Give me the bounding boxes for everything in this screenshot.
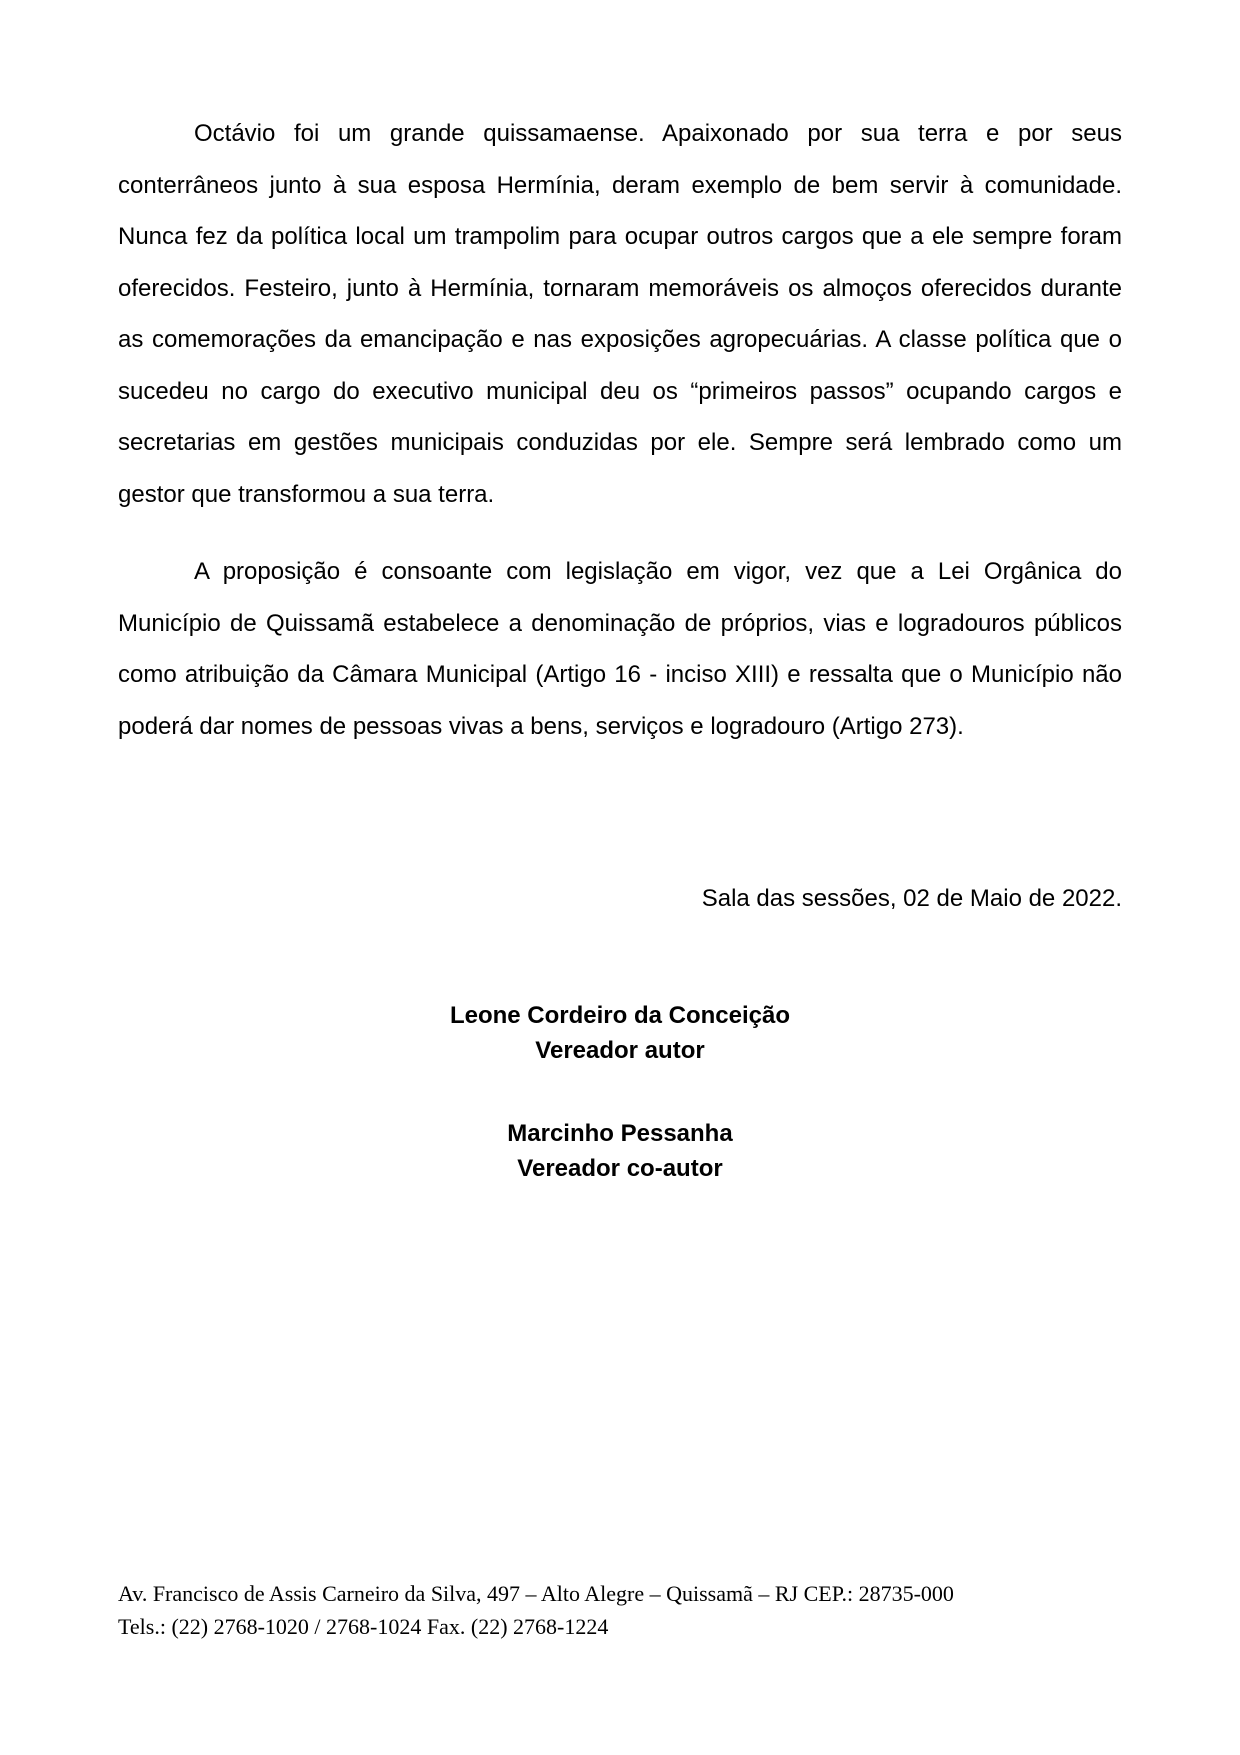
place-and-date: Sala das sessões, 02 de Maio de 2022. xyxy=(701,885,1122,912)
signature-block-coauthor xyxy=(0,1116,1240,1186)
paragraph-text: Octávio foi um grande quissamaense. Apaixonado por sua terra e por seus conterrâneos junto à sua esposa Hermínia, deram exemplo de bem servir à comunidade. Nunca fez da política local um trampolim para ocupar outros cargos que a ele sempre foram oferecidos. Festeiro, junto à Hermínia, tornaram memoráveis os almoços oferecidos durante as comemorações da emancipação e nas exposições agropecuárias. A classe política que o sucedeu no cargo do executivo municipal deu os “primeiros passos” ocupando cargos e secretarias em gestões municipais conduzidas por ele. Sempre será lembrado como um gestor que transformou a sua terra. xyxy=(118,120,1122,508)
signatory-role: Vereador co-autor xyxy=(517,1155,723,1182)
signatory-name: Marcinho Pessanha xyxy=(507,1120,733,1147)
paragraph-text: A proposição é consoante com legislação em vigor, vez que a Lei Orgânica do Município de Quissamã estabelece a denominação de próprios, vias e logradouros públicos como atribuição da Câmara Municipal (Artigo 16 - inciso XIII) e ressalta que o Município não poderá dar nomes de pessoas vivas a bens, serviços e logradouro (Artigo 273). xyxy=(118,558,1122,740)
footer-address: Av. Francisco de Assis Carneiro da Silva, 497 – Alto Alegre – Quissamã – RJ CEP.: 28735-000 xyxy=(118,1581,954,1606)
body-paragraph-2 xyxy=(118,546,1122,752)
footer-phones: Tels.: (22) 2768-1020 / 2768-1024 Fax. (22) 2768-1224 xyxy=(118,1614,609,1639)
page-footer xyxy=(118,1577,954,1643)
body-paragraph-1 xyxy=(118,108,1122,520)
signature-block-author xyxy=(0,998,1240,1068)
signatory-role: Vereador autor xyxy=(535,1037,705,1064)
signatory-name: Leone Cordeiro da Conceição xyxy=(449,1002,791,1029)
